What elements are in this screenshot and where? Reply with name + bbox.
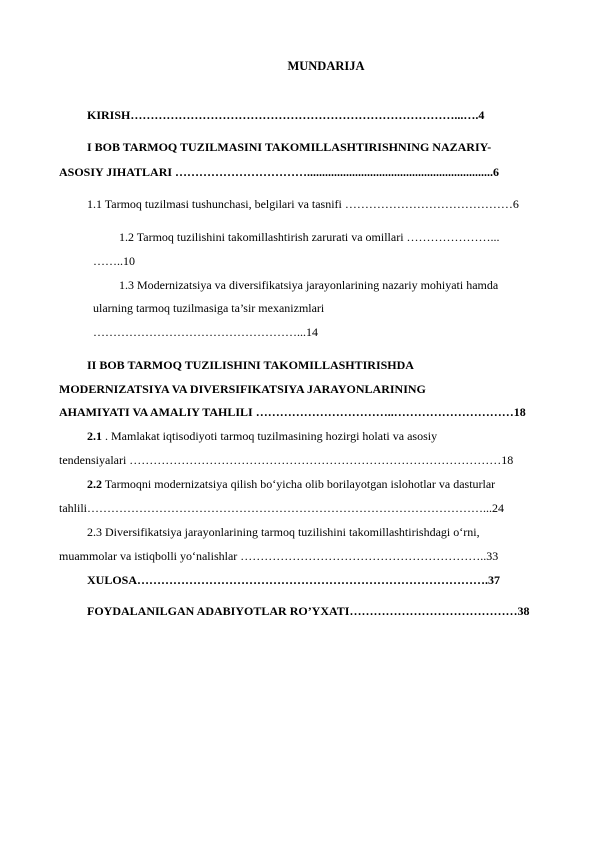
toc-entry-adabiyotlar: FOYDALANILGAN ADABIYOTLAR RO’YXATI……………………………………38 [87,604,530,618]
toc-entry-1-3-line3: ……………………………………………...14 [93,325,318,339]
toc-entry-bob2-line2: MODERNIZATSIYA VA DIVERSIFIKATSIYA JARAYONLARINING [59,382,426,396]
toc-number-2-1: 2.1 [87,429,102,443]
toc-entry-1-3-line1: 1.3 Modernizatsiya va diversifikatsiya jarayonlarining nazariy mohiyati hamda [119,278,499,292]
toc-entry-bob2-line1: II BOB TARMOQ TUZILISHINI TAKOMILLASHTIRISHDA [87,358,414,372]
toc-entry-2-1-line2: tendensiyalari …………………………………………………………………………………18 [59,453,514,467]
toc-text-2-2: Tarmoqni modernizatsiya qilish bo‘yicha olib borilayotgan islohotlar va dasturlar [102,477,496,491]
toc-entry-bob2-line3: AHAMIYATI VA AMALIY TAHLILI ……………………………..…………………………18 [59,405,526,419]
toc-entry-2-1-line1 [87,429,437,443]
page-title: MUNDARIJA [287,59,365,73]
toc-entry-2-3-line1: 2.3 Diversifikatsiya jarayonlarining tarmoq tuzilishini takomillashtirishdagi o‘rni, [87,525,480,539]
toc-entry-1-2-line2: ……..10 [93,254,135,268]
toc-entry-2-3-line2: muammolar va istiqbolli yo‘nalishlar ……………………………………………………..33 [59,549,499,563]
toc-text-2-1: . Mamlakat iqtisodiyoti tarmoq tuzilmasining hozirgi holati va asosiy [102,429,438,443]
toc-entry-1-2-line1: 1.2 Tarmoq tuzilishini takomillashtirish zarurati va omillari …………………... [119,230,500,244]
toc-entry-xulosa: XULOSA…………………………………………………………………………….37 [87,573,501,587]
toc-entry-1-1: 1.1 Tarmoq tuzilmasi tushunchasi, belgilari va tasnifi ……………………………………6 [87,197,519,211]
toc-entry-2-2-line1 [87,477,495,491]
toc-entry-1-3-line2: ularning tarmoq tuzilmasiga ta’sir mexanizmlari [93,301,325,315]
toc-number-2-2: 2.2 [87,477,102,491]
toc-entry-bob1-line1: I BOB TARMOQ TUZILMASINI TAKOMILLASHTIRISHNING NAZARIY- [87,140,492,154]
toc-entry-2-2-line2: tahlili………………………………………………………………………………………...24 [59,501,504,515]
toc-entry-kirish: KIRISH………………………………………………………………………...….4 [87,108,485,122]
toc-entry-bob1-line2: ASOSIY JIHATLARI ……………………………..............................................................6 [59,165,500,179]
